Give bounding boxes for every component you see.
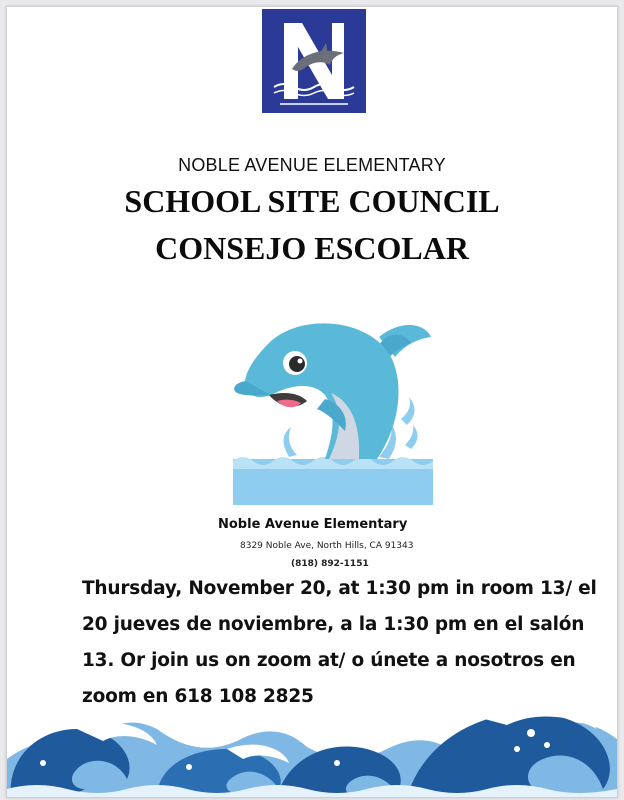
address-school-name: Noble Avenue Elementary xyxy=(218,517,408,532)
title-english: SCHOOL SITE COUNCIL xyxy=(124,183,500,219)
school-logo xyxy=(262,9,366,113)
meeting-details: Thursday, November 20, at 1:30 pm in room 13/ el 20 jueves de noviembre, a la 1:30 pm en el salón 13. Or join us on zoom at/ o únete a nosotros en zoom en 618 108 2825 xyxy=(82,578,597,707)
address-phone: (818) 892-1151 xyxy=(291,559,369,569)
school-name: NOBLE AVENUE ELEMENTARY xyxy=(178,155,446,175)
waves-decoration xyxy=(7,689,617,797)
address-street: 8329 Noble Ave, North Hills, CA 91343 xyxy=(240,541,414,551)
title-spanish: CONSEJO ESCOLAR xyxy=(155,230,469,266)
dolphin-logo-icon xyxy=(262,9,366,113)
dolphin-illustration xyxy=(229,309,435,505)
dolphin-icon xyxy=(229,309,435,505)
flyer-page xyxy=(6,6,618,798)
wave-icon xyxy=(7,689,617,797)
